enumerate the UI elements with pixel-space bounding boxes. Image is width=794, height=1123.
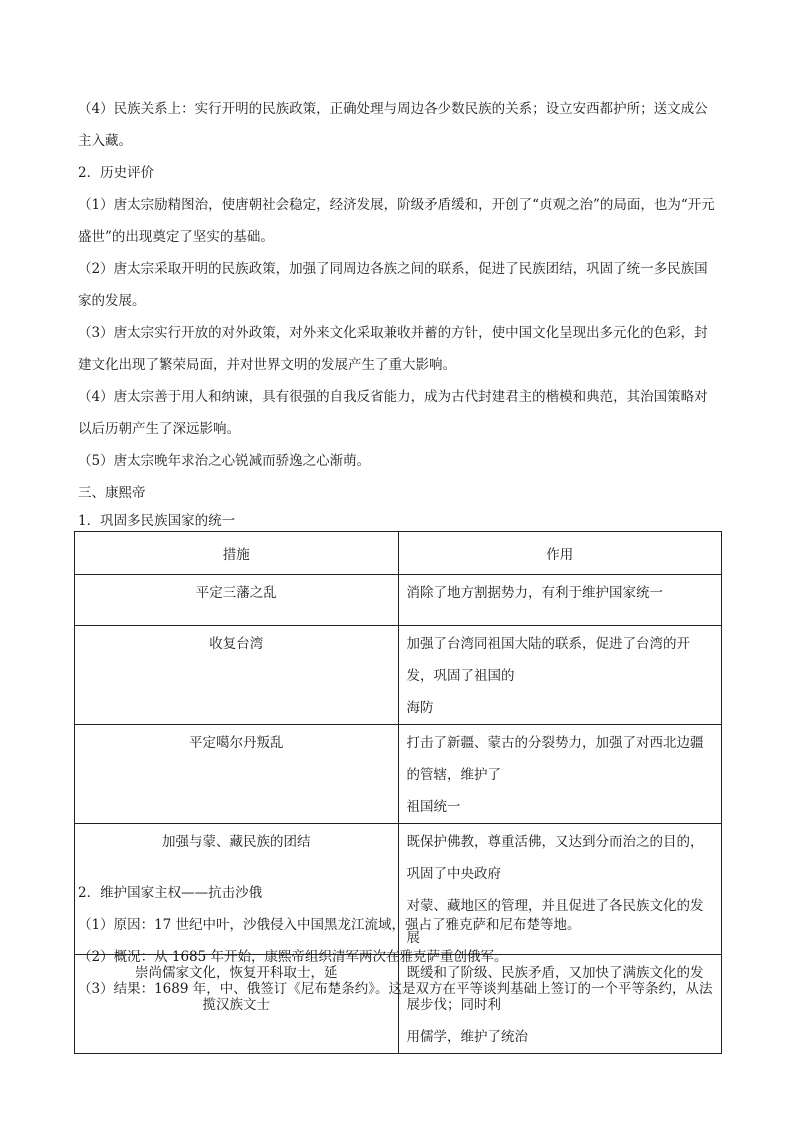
table-row <box>75 626 722 725</box>
effect-cell: 既缓和了阶级、民族矛盾，又加快了满族文化的发展步伐；同时利 用儒学，维护了统治 <box>398 955 722 1054</box>
effect-cell: 消除了地方割据势力，有利于维护国家统一 <box>398 575 722 626</box>
evaluation-item-2 <box>78 253 720 317</box>
text-line: 盛世”的出现奠定了坚实的基础。 <box>78 229 274 245</box>
text-line: （3）唐太宗实行开放的对外政策，对外来文化采取兼收并蓄的方针，使中国文化呈现出多元化的色彩，封 <box>78 325 708 341</box>
table-row <box>75 575 722 626</box>
evaluation-item-5: （5）唐太宗晚年求治之心锐减而骄逸之心渐萌。 <box>78 453 371 469</box>
text-line: （4）唐太宗善于用人和纳谏，具有很强的自我反省能力，成为古代封建君主的楷模和典范，其治国策略对 <box>78 389 708 405</box>
text-line: （1）唐太宗励精图治，使唐朝社会稳定，经济发展，阶级矛盾缓和，开创了“贞观之治”的局面，也为“开元 <box>78 197 715 213</box>
text-line: 以后历朝产生了深远影响。 <box>78 421 240 437</box>
sovereignty-overview: （2）概况：从 1685 年开始，康熙帝组织清军两次在雅克萨重创俄军。 <box>78 949 508 965</box>
table-row <box>75 725 722 824</box>
text-line: 主入藏。 <box>78 133 132 149</box>
heading-consolidate-unity: 1．巩固多民族国家的统一 <box>78 513 236 529</box>
evaluation-item-4 <box>78 381 720 445</box>
evaluation-item-3 <box>78 317 720 381</box>
heading-sovereignty: 2．维护国家主权——抗击沙俄 <box>78 885 263 901</box>
text-line: 家的发展。 <box>78 293 146 309</box>
effect-cell: 加强了台湾同祖国大陆的联系，促进了台湾的开发，巩固了祖国的 海防 <box>398 626 722 725</box>
text-line: 建文化出现了繁荣局面，并对世界文明的发展产生了重大影响。 <box>78 357 456 373</box>
measure-cell: 崇尚儒家文化，恢复开科取士，延 揽汉族文士 <box>75 955 399 1054</box>
measure-cell: 加强与蒙、藏民族的团结 <box>75 824 399 955</box>
header-measure: 措施 <box>75 532 399 575</box>
sovereignty-result: （3）结果：1689 年，中、俄签订《尼布楚条约》。这是双方在平等谈判基础上签订的一个平等条约，从法 <box>78 981 713 997</box>
heading-kangxi: 三、康熙帝 <box>78 485 146 501</box>
sovereignty-cause: （1）原因：17 世纪中叶，沙俄侵入中国黑龙江流域，强占了雅克萨和尼布楚等地。 <box>78 917 581 933</box>
effect-cell: 打击了新疆、蒙古的分裂势力，加强了对西北边疆的管辖，维护了 祖国统一 <box>398 725 722 824</box>
evaluation-item-1 <box>78 189 720 253</box>
measure-cell: 平定噶尔丹叛乱 <box>75 725 399 824</box>
header-effect: 作用 <box>398 532 722 575</box>
text-line: （4）民族关系上：实行开明的民族政策，正确处理与周边各少数民族的关系；设立安西都护所；送文成公 <box>78 101 708 117</box>
measure-cell: 收复台湾 <box>75 626 399 725</box>
heading-historical-evaluation: 2．历史评价 <box>78 165 155 181</box>
effect-cell: 既保护佛教，尊重活佛，又达到分而治之的目的，巩固了中央政府 对蒙、藏地区的管理，并且促进了各民族文化的发展 <box>398 824 722 955</box>
measure-cell: 平定三藩之乱 <box>75 575 399 626</box>
text-line: （2）唐太宗采取开明的民族政策，加强了同周边各族之间的联系，促进了民族团结，巩固了统一多民族国 <box>78 261 708 277</box>
paragraph-ethnic-relations <box>78 93 720 157</box>
table-header-row <box>75 532 722 575</box>
